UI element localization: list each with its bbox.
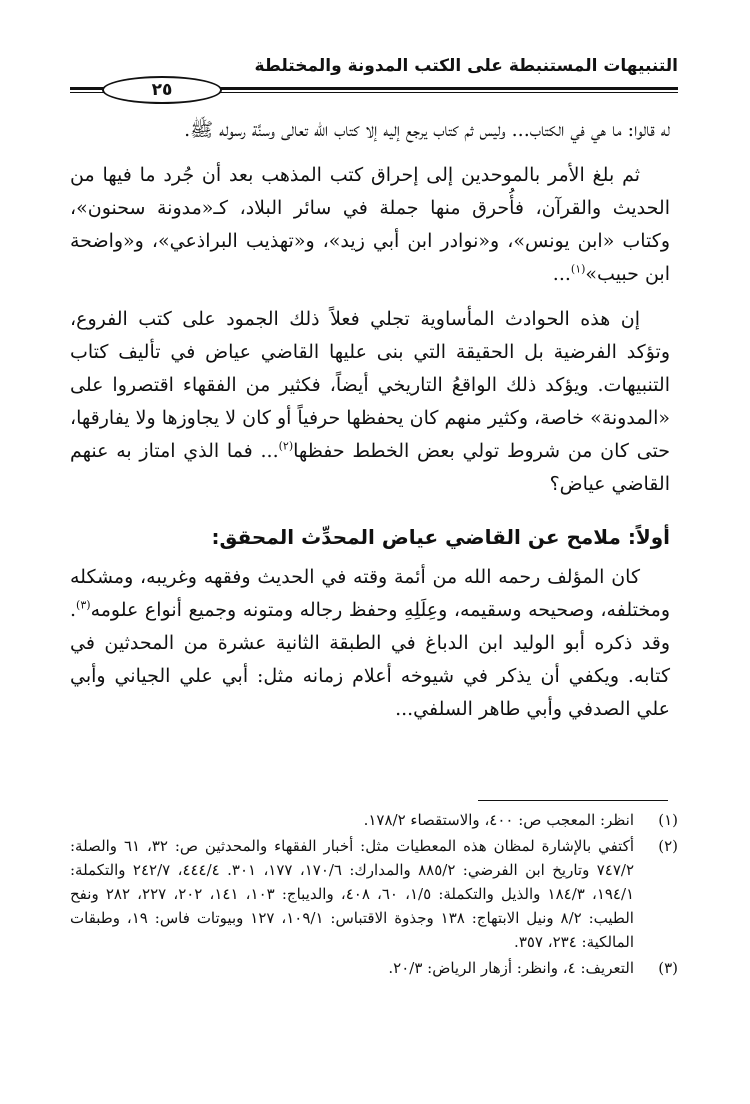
header-title: التنبيهات المستنبطة على الكتب المدونة والمختلطة (254, 56, 678, 76)
paragraph-4 (70, 561, 670, 726)
paragraph-4-text: كان المؤلف رحمه الله من أئمة وقته في الحديث وفقهه وغريبه، ومشكله ومختلفه، وصحيحه وسقيمه، وعِلَلِهِ وحفظ رجاله ومتونه وجميع أنواع علومه (70, 566, 670, 621)
footnote-separator (478, 800, 668, 801)
paragraph-3 (70, 303, 670, 501)
footnote-ref-1: (١) (570, 262, 586, 276)
footnote-3-number: (٣) (658, 959, 678, 977)
paragraph-2-text: ثم بلغ الأمر بالموحدين إلى إحراق كتب المذهب بعد أن جُرد ما فيها من الحديث والقرآن، فأُحرق منها جملة في سائر البلاد، كـ«مدونة سحنون»، وكتاب «ابن يونس»، و«نوادر ابن أبي زيد»، و«تهذيب البراذعي»، و«واضحة ابن حبيب» (70, 164, 670, 285)
footnote-2-number: (٢) (658, 837, 678, 855)
footnote-1-text: انظر: المعجب ص: ٤٠٠، والاستقصاء ١٧٨/٢. (363, 811, 634, 829)
footnote-3-text: التعريف: ٤، وانظر: أزهار الرياض: ٢٠/٣. (388, 959, 634, 977)
footnote-ref-2: (٢) (278, 439, 294, 453)
footnote-ref-3: (٣) (76, 598, 91, 612)
footnote-2 (70, 834, 678, 954)
paragraph-2-tail: ... (552, 263, 571, 285)
paragraph-3-tail: ... فما الذي امتاز به عنهم القاضي عياض؟ (70, 440, 670, 495)
footnote-1 (70, 808, 678, 832)
paragraph-2 (70, 159, 670, 291)
running-header (70, 56, 678, 100)
paragraph-1-text: له قالوا: ما هي في الكتاب... وليس ثم كتاب يرجع إليه إلا كتاب الله تعالى وسنَّة رسوله ﷺ. (184, 119, 670, 141)
page-number-badge: ٢٥ (102, 76, 222, 104)
paragraph-1 (70, 114, 670, 147)
footnote-1-number: (١) (658, 811, 678, 829)
footnote-3 (70, 956, 678, 980)
footnotes (70, 808, 678, 982)
footnote-2-text: أكتفي بالإشارة لمظان هذه المعطيات مثل: أخبار الفقهاء والمحدثين ص: ٣٢، ٦١ والصلة: ٧٤٧/٢ وتاريخ ابن الفرضي: ٨٨٥/٢ والمدارك: ١٧٠/٦، ١٧٧، ٣٠١. ٤٤٤/٤، ٢٤٢/٧ والتكملة: ١٩٤/١، ١٨٤/٣ والذيل والتكملة: ١/٥، ٦٠، ٤٠٨، والديباج: ١٠٣، ١٤١، ٢٠٢، ٢٢٧، ٢٨٢ ونفح الطيب: ٨/٢ ونيل الابتهاج: ١٣٨ وجذوة الاقتباس: ١٠٩/١، ١٢٧ وبيوتات فاس: ١٩، وطبقات المالكية: ٢٣٤، ٣٥٧. (70, 837, 635, 951)
main-text (70, 114, 670, 738)
section-heading: أولاً: ملامح عن القاضي عياض المحدِّث المحقق: (211, 525, 670, 549)
paragraph-3-text: إن هذه الحوادث المأساوية تجلي فعلاً ذلك الجمود على كتب الفروع، وتؤكد الفرضية بل الحقيقة التي بنى عليها القاضي عياض في تأليف كتاب التنبيهات. ويؤكد ذلك الواقعُ التاريخي أيضاً، فكثير من الفقهاء اقتصروا على «المدونة» خاصة، وكثير منهم كان يحفظها حرفياً أو كان لا يجاوزها ولا يفارقها، حتى كان من شروط تولي بعض الخطط حفظها (69, 308, 671, 462)
paragraph-4-tail: . وقد ذكره أبو الوليد ابن الدباغ في الطبقة الثانية عشرة من المحدثين في كتابه. ويكفي أن يذكر في شيوخه أعلام زمانه مثل: أبي علي الجياني وأبي علي الصدفي وأبي طاهر السلفي... (70, 599, 670, 720)
